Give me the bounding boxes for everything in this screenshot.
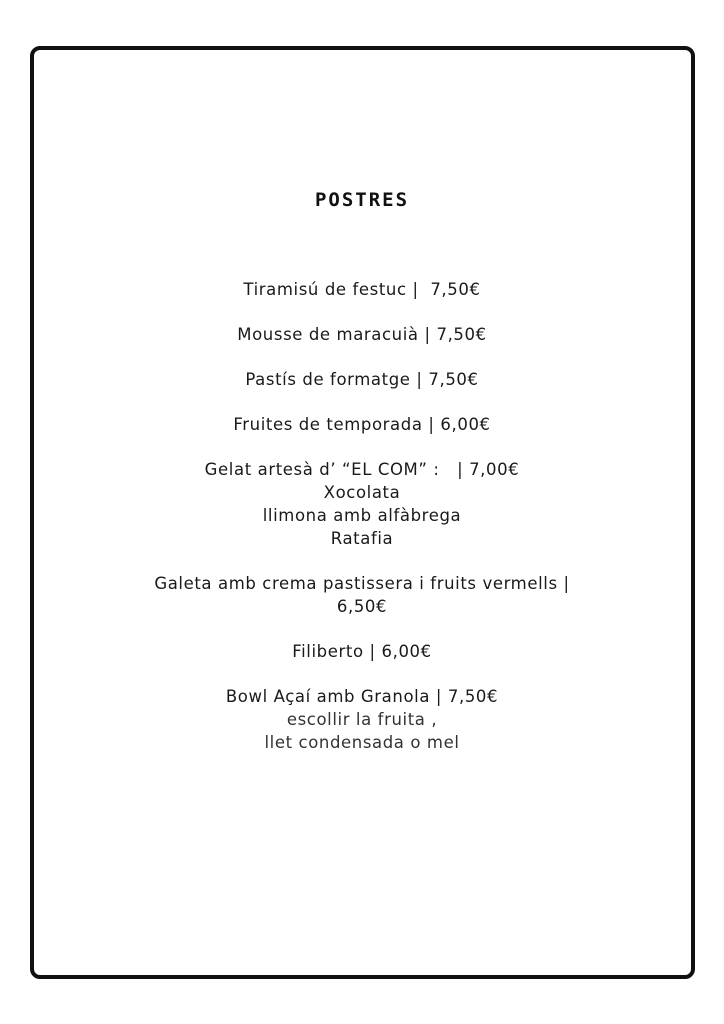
menu-item-cheesecake <box>0 368 724 391</box>
menu-item-option: Xocolata <box>323 483 401 502</box>
menu-item-tiramisu <box>0 278 724 301</box>
menu-item-name-price: Pastís de formatge | 7,50€ <box>245 370 479 389</box>
menu-item-name-price: Gelat artesà d’ “EL COM” : | 7,00€ <box>204 460 520 479</box>
menu-item-name-price: Galeta amb crema pastissera i fruits vermells | <box>154 574 570 593</box>
dessert-menu-list <box>0 278 724 776</box>
menu-item-gelat <box>0 458 724 550</box>
menu-item-mousse <box>0 323 724 346</box>
menu-item-price: 6,50€ <box>336 597 388 616</box>
menu-title: POSTRES <box>314 189 410 211</box>
menu-item-name-price: Filiberto | 6,00€ <box>292 642 432 661</box>
menu-item-option: Ratafia <box>330 529 394 548</box>
menu-item-option: escollir la fruita , <box>286 710 438 729</box>
menu-item-acai-bowl <box>0 685 724 754</box>
menu-item-name-price: Bowl Açaí amb Granola | 7,50€ <box>225 687 499 706</box>
menu-item-name-price: Mousse de maracuià | 7,50€ <box>237 325 487 344</box>
menu-item-seasonal-fruit <box>0 413 724 436</box>
menu-item-option: llimona amb alfàbrega <box>262 506 462 525</box>
menu-item-option: llet condensada o mel <box>264 733 460 752</box>
menu-item-galeta <box>0 572 724 618</box>
menu-item-name-price: Tiramisú de festuc | 7,50€ <box>243 280 481 299</box>
menu-item-name-price: Fruites de temporada | 6,00€ <box>233 415 491 434</box>
menu-item-filiberto <box>0 640 724 663</box>
